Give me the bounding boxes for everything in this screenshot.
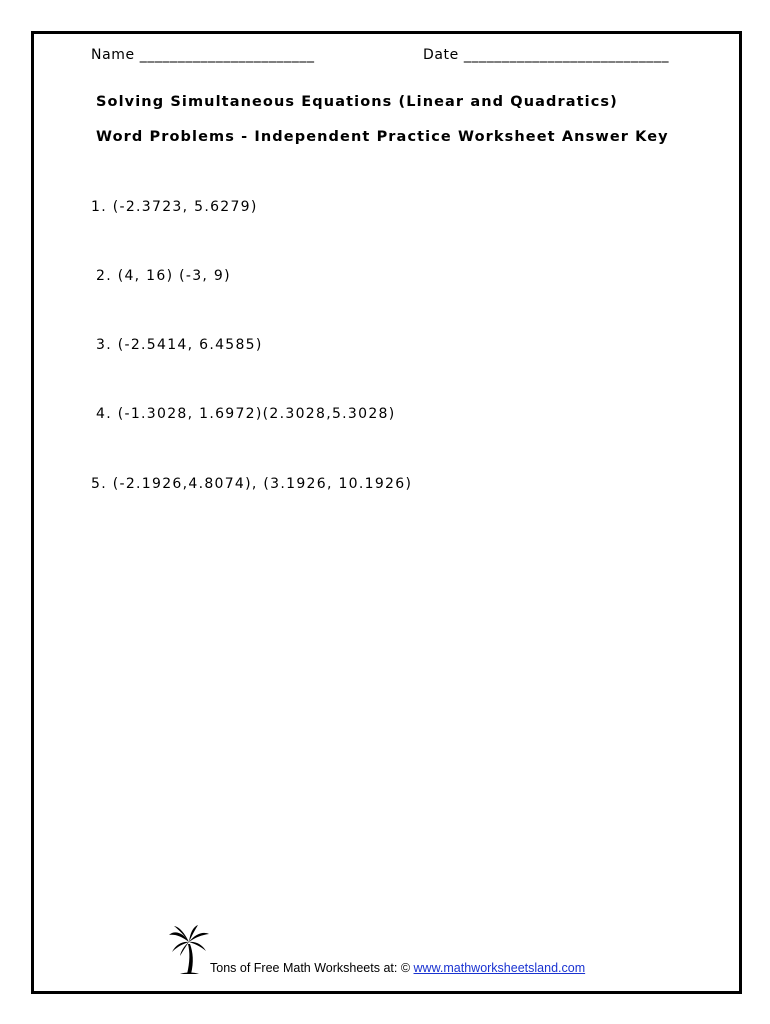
answer-2: 2. (4, 16) (-3, 9): [96, 268, 231, 284]
answer-3: 3. (-2.5414, 6.4585): [96, 337, 263, 353]
answer-5: 5. (-2.1926,4.8074), (3.1926, 10.1926): [91, 476, 413, 492]
footer-website-link[interactable]: www.mathworksheetsland.com: [413, 961, 586, 975]
worksheet-title: Solving Simultaneous Equations (Linear and Quadratics): [96, 94, 618, 110]
worksheet-border: [31, 31, 742, 994]
name-field: Name _______________________: [91, 47, 315, 63]
worksheet-subtitle: Word Problems - Independent Practice Worksheet Answer Key: [96, 129, 669, 145]
answer-4: 4. (-1.3028, 1.6972)(2.3028,5.3028): [96, 406, 396, 422]
answer-1: 1. (-2.3723, 5.6279): [91, 199, 258, 215]
footer-text: Tons of Free Math Worksheets at: ©: [210, 961, 414, 975]
date-field: Date ___________________________: [423, 47, 670, 63]
palm-tree-icon: [168, 924, 210, 976]
footer: [210, 961, 585, 975]
